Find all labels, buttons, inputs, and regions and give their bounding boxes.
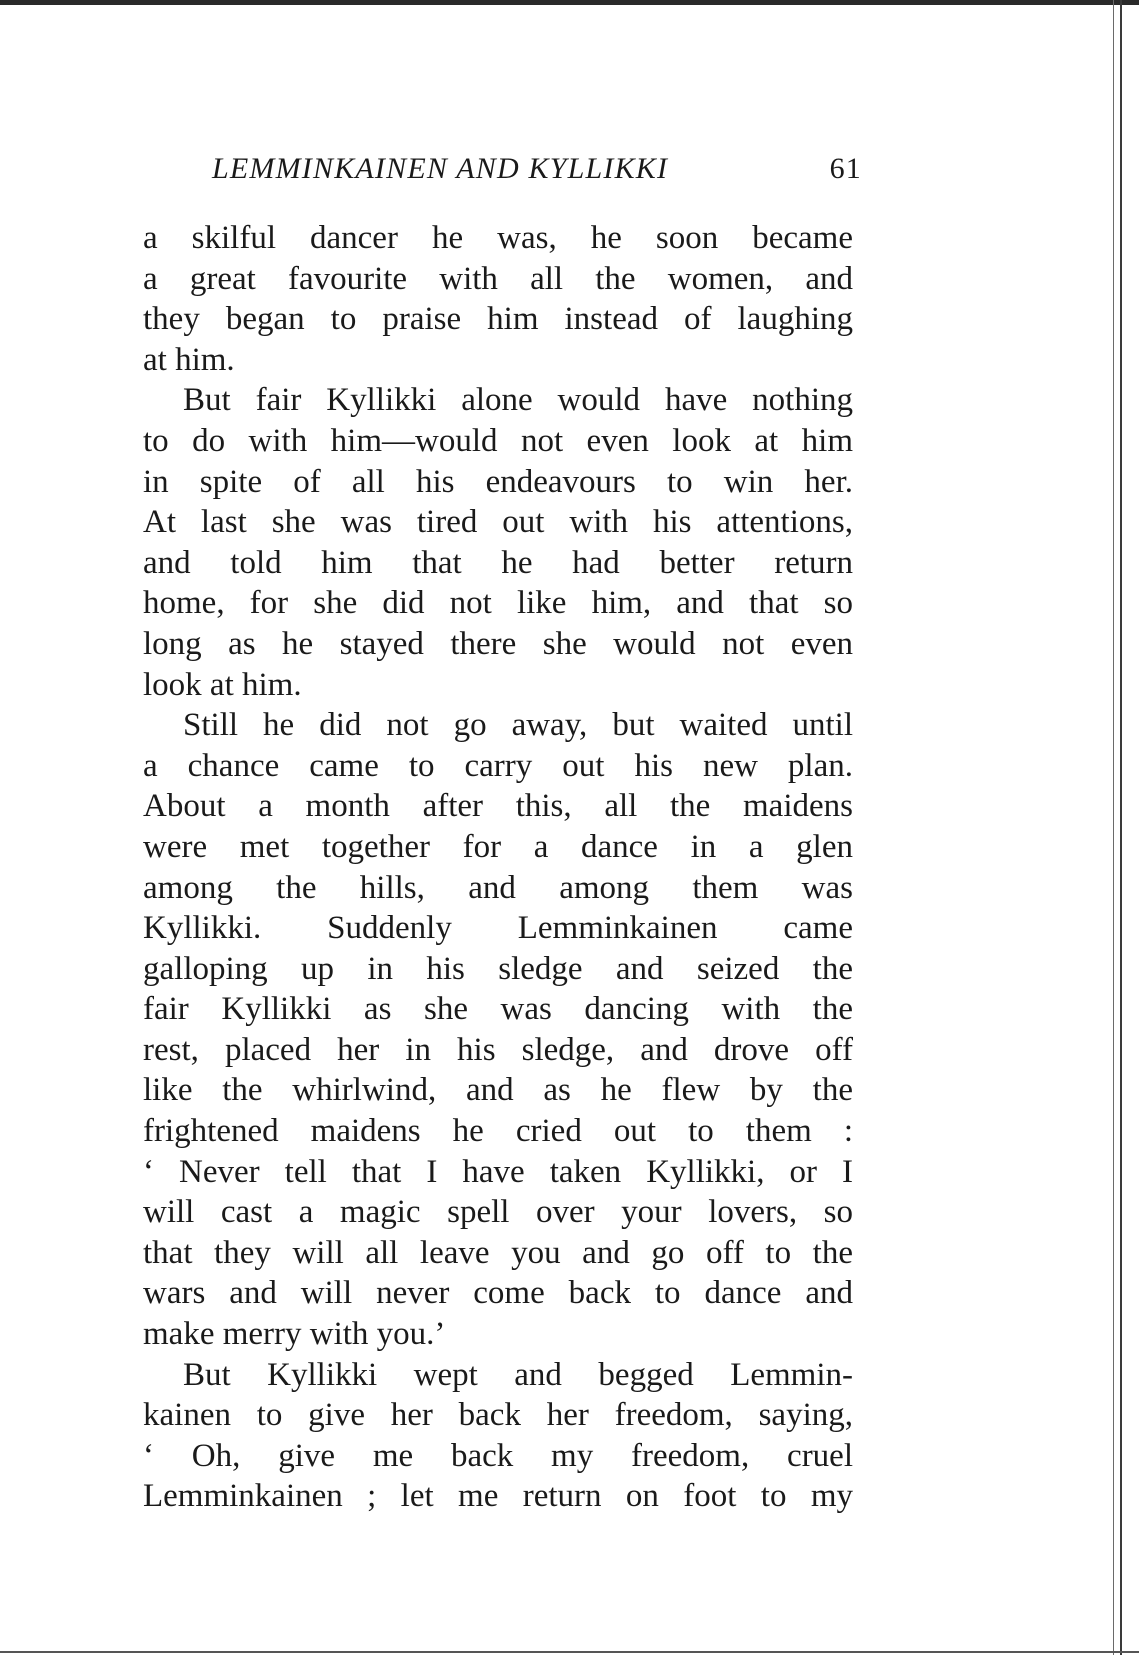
- right-border-outer-rule: [1120, 0, 1122, 1655]
- bottom-border-rule: [0, 1651, 1139, 1653]
- text-line: fair Kyllikki as she was dancing with the: [143, 991, 853, 1028]
- body-text: [143, 218, 853, 1517]
- text-line: But fair Kyllikki alone would have nothing: [183, 382, 853, 419]
- text-line: a skilful dancer he was, he soon became: [143, 220, 853, 256]
- text-line: they began to praise him instead of laughing: [143, 301, 853, 338]
- text-line: among the hills, and among them was: [143, 869, 853, 906]
- text-line: will cast a magic spell over your lovers, so: [143, 1194, 853, 1231]
- text-line: ‘ Never tell that I have taken Kyllikki, or I: [143, 1153, 853, 1190]
- text-line: At last she was tired out with his attentions,: [143, 504, 853, 541]
- text-line: were met together for a dance in a glen: [143, 828, 853, 865]
- text-line: a chance came to carry out his new plan.: [143, 747, 853, 784]
- text-line: like the whirlwind, and as he flew by the: [143, 1072, 853, 1109]
- text-line: rest, placed her in his sledge, and drove off: [143, 1031, 853, 1068]
- text-line: Lemminkainen ; let me return on foot to my: [143, 1478, 853, 1515]
- running-title: LEMMINKAINEN AND KYLLIKKI: [212, 152, 669, 185]
- text-line: galloping up in his sledge and seized the: [143, 950, 853, 987]
- text-line: in spite of all his endeavours to win her.: [143, 463, 853, 500]
- text-line: at him.: [143, 341, 235, 378]
- text-line: a great favourite with all the women, and: [143, 260, 853, 297]
- page-header: [212, 152, 892, 192]
- top-border-rule: [0, 0, 1139, 5]
- text-line: to do with him—would not even look at him: [143, 422, 853, 459]
- text-line: and told him that he had better return: [143, 544, 853, 581]
- text-line: Still he did not go away, but waited until: [183, 707, 853, 744]
- text-line: make merry with you.’: [143, 1316, 446, 1353]
- text-line: But Kyllikki wept and begged Lemmin-: [183, 1356, 853, 1393]
- text-line: wars and will never come back to dance and: [143, 1275, 853, 1312]
- text-line: long as he stayed there she would not even: [143, 625, 853, 662]
- text-line: that they will all leave you and go off to the: [143, 1234, 853, 1271]
- text-line: frightened maidens he cried out to them :: [143, 1113, 853, 1150]
- text-line: kainen to give her back her freedom, saying,: [143, 1397, 853, 1434]
- text-line: look at him.: [143, 666, 302, 703]
- text-line: Kyllikki. Suddenly Lemminkainen came: [143, 910, 853, 947]
- right-border-inner-rule: [1113, 0, 1114, 1655]
- text-line: About a month after this, all the maidens: [143, 788, 853, 825]
- text-line: ‘ Oh, give me back my freedom, cruel: [143, 1437, 853, 1474]
- page-number: 61: [829, 152, 862, 185]
- text-line: home, for she did not like him, and that so: [143, 585, 853, 622]
